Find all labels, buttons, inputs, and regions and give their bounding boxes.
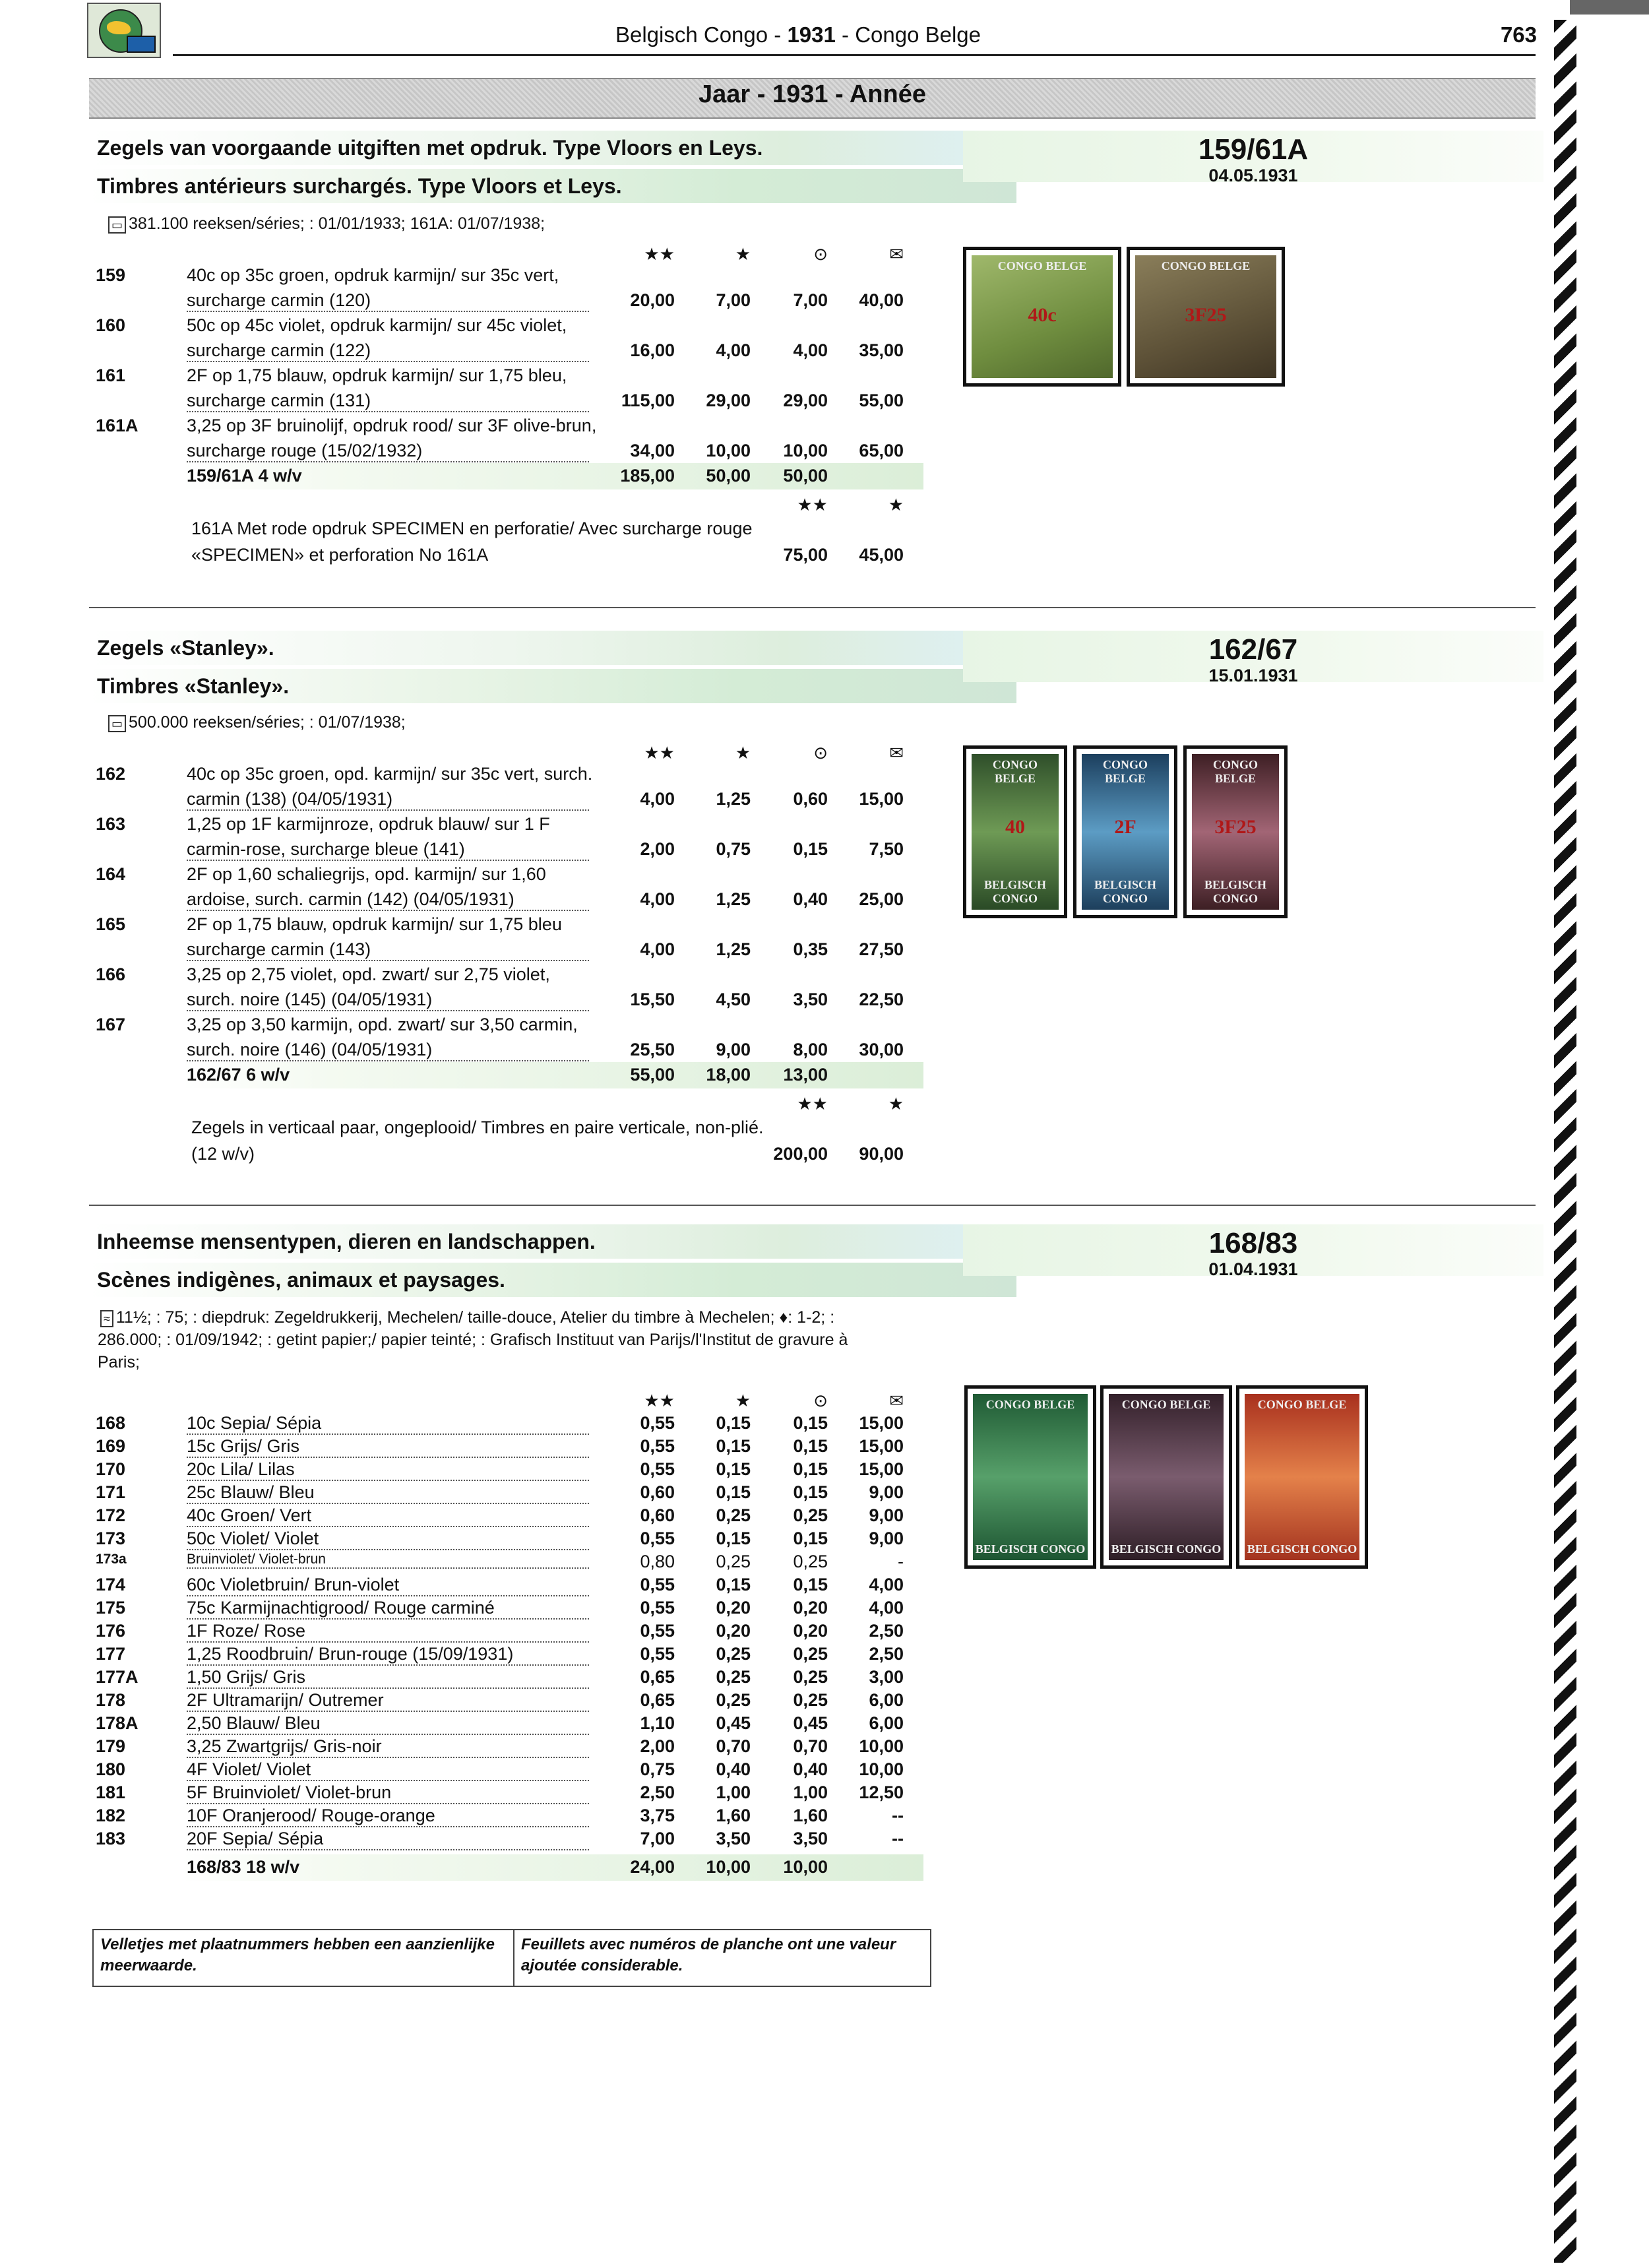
- item-description: 10c Sepia/ Sépia: [187, 1413, 589, 1435]
- price-value: 0,20: [716, 1621, 751, 1641]
- price-value: 0,15: [793, 1459, 828, 1479]
- price-value: 0,60: [793, 789, 828, 809]
- price-value: 1,25: [716, 889, 751, 909]
- item-description-line2: surch. noire (146) (04/05/1931): [187, 1040, 589, 1061]
- price-value: 0,25: [716, 1505, 751, 1525]
- item-description: 3,25 op 2,75 violet, opd. zwart/ sur 2,75 violet,: [187, 964, 550, 984]
- catalog-number: 180: [96, 1759, 126, 1779]
- total-value: 50,00: [706, 466, 751, 486]
- item-description: 40c op 35c groen, opd. karmijn/ sur 35c vert, surch.: [187, 764, 593, 784]
- stamp-design: [972, 754, 1059, 910]
- total-value: 50,00: [783, 466, 828, 486]
- item-description-line2: surcharge carmin (122): [187, 340, 589, 362]
- section-2-info-text: 500.000 reeksen/séries; : 01/07/1938;: [129, 713, 406, 732]
- section-2-info: [106, 711, 943, 734]
- section-divider: [89, 607, 1536, 608]
- note-column-header: ★: [888, 495, 904, 515]
- total-value: 24,00: [630, 1857, 675, 1877]
- price-value: 1,25: [716, 939, 751, 959]
- price-value: 2,50: [869, 1621, 904, 1641]
- price-value: 0,15: [793, 1413, 828, 1433]
- section-2-date: 15.01.1931: [1208, 666, 1298, 685]
- price-value: 10,00: [783, 441, 828, 460]
- stamp-overprint: 3F25: [1185, 304, 1227, 327]
- price-value: 29,00: [783, 391, 828, 410]
- section-3-date: 01.04.1931: [1208, 1259, 1298, 1279]
- price-value: 25,50: [630, 1040, 675, 1059]
- section-3-code-box: [963, 1224, 1543, 1279]
- item-description: Bruinviolet/ Violet-brun: [187, 1552, 589, 1569]
- item-description: 4F Violet/ Violet: [187, 1759, 589, 1781]
- price-value: 4,00: [640, 889, 675, 909]
- price-value: 0,25: [716, 1667, 751, 1687]
- column-header: ✉: [889, 743, 904, 763]
- item-description: 1,25 Roodbruin/ Brun-rouge (15/09/1931): [187, 1644, 589, 1666]
- page-number: 763: [1500, 22, 1537, 47]
- price-value: 0,40: [793, 1759, 828, 1779]
- item-description: 2F op 1,60 schaliegrijs, opd. karmijn/ sur 1,60: [187, 864, 546, 884]
- price-value: 16,00: [630, 340, 675, 360]
- stamp-top-label: CONGO BELGE: [992, 758, 1038, 785]
- price-value: 0,55: [640, 1598, 675, 1618]
- catalog-number: 159: [96, 265, 126, 285]
- stamp-bottom-label: BELGISCH CONGO: [1111, 1542, 1222, 1556]
- price-value: 3,00: [869, 1667, 904, 1687]
- price-value: 4,00: [793, 340, 828, 360]
- page-header-title: [396, 22, 1200, 47]
- price-value: 3,50: [793, 1829, 828, 1848]
- price-value: 7,00: [640, 1829, 675, 1848]
- price-value: 0,25: [793, 1644, 828, 1664]
- total-label: 168/83 18 w/v: [187, 1857, 300, 1877]
- header-country-fr: - Congo Belge: [835, 22, 981, 47]
- item-description: 15c Grijs/ Gris: [187, 1436, 589, 1458]
- price-value: 0,15: [793, 1482, 828, 1502]
- catalog-number: 175: [96, 1598, 126, 1618]
- item-description-line2: surcharge carmin (120): [187, 290, 589, 312]
- price-value: 0,65: [640, 1690, 675, 1710]
- total-label: 162/67 6 w/v: [187, 1065, 290, 1085]
- catalog-number: 172: [96, 1505, 126, 1525]
- price-value: 0,55: [640, 1413, 675, 1433]
- catalog-number: 166: [96, 964, 126, 984]
- catalog-number: 173: [96, 1528, 126, 1548]
- section-3-code: 168/83: [1208, 1227, 1298, 1259]
- price-value: 65,00: [859, 441, 904, 460]
- catalog-number: 181: [96, 1782, 126, 1802]
- price-value: 4,00: [869, 1575, 904, 1594]
- catalog-number: 178: [96, 1690, 126, 1710]
- stamp-overprint: 2F: [1114, 816, 1136, 838]
- price-value: 29,00: [706, 391, 751, 410]
- item-description: 60c Violetbruin/ Brun-violet: [187, 1575, 589, 1596]
- column-header: ★: [735, 244, 751, 264]
- catalog-number: 164: [96, 864, 126, 884]
- stamp-image: [1127, 247, 1285, 387]
- section-1-code: 159/61A: [1198, 133, 1309, 166]
- catalog-number: 168: [96, 1413, 126, 1433]
- section-1-info-text: 381.100 reeksen/séries; : 01/01/1933; 161A: 01/07/1938;: [129, 214, 545, 233]
- price-value: 0,80: [640, 1552, 675, 1571]
- price-value: 15,00: [859, 1436, 904, 1456]
- item-description: 2F op 1,75 blauw, opdruk karmijn/ sur 1,75 bleu,: [187, 365, 567, 385]
- stamp-bottom-label: BELGISCH CONGO: [983, 878, 1047, 905]
- page-edge-stripes: [1554, 20, 1576, 2263]
- price-value: 0,60: [640, 1482, 675, 1502]
- total-label: 159/61A 4 w/v: [187, 466, 302, 486]
- total-value: 10,00: [706, 1857, 751, 1877]
- item-description-line2: carmin (138) (04/05/1931): [187, 789, 589, 811]
- price-value: 2,50: [869, 1644, 904, 1664]
- price-value: 0,15: [793, 1436, 828, 1456]
- item-description: 2F op 1,75 blauw, opdruk karmijn/ sur 1,75 bleu: [187, 914, 562, 934]
- section-2-stamps: [963, 745, 1306, 925]
- price-value: 0,20: [793, 1598, 828, 1618]
- note-value: 90,00: [859, 1144, 904, 1164]
- price-value: 7,00: [793, 290, 828, 310]
- total-value: 13,00: [783, 1065, 828, 1085]
- column-header: ★★: [644, 743, 675, 763]
- price-value: 0,55: [640, 1459, 675, 1479]
- item-description: 3,25 op 3,50 karmijn, opd. zwart/ sur 3,50 carmin,: [187, 1015, 578, 1034]
- price-value: 3,50: [716, 1829, 751, 1848]
- price-value: 10,00: [859, 1759, 904, 1779]
- item-description: 3,25 Zwartgrijs/ Gris-noir: [187, 1736, 589, 1758]
- stamp-image: [963, 745, 1067, 918]
- stamp-bottom-label: BELGISCH CONGO: [1247, 1542, 1357, 1556]
- stamp-overprint: 40c: [1028, 304, 1057, 327]
- stamp-design: [1082, 754, 1169, 910]
- catalog-number: 173a: [96, 1552, 127, 1567]
- note-column-header: ★★: [797, 495, 828, 515]
- price-value: 1,60: [716, 1806, 751, 1825]
- price-value: 0,55: [640, 1436, 675, 1456]
- catalog-number: 169: [96, 1436, 126, 1456]
- price-value: 2,50: [640, 1782, 675, 1802]
- price-value: --: [892, 1806, 904, 1825]
- item-description-line2: surcharge carmin (131): [187, 391, 589, 412]
- price-value: 27,50: [859, 939, 904, 959]
- column-header: ⊙: [813, 1391, 828, 1410]
- item-description: 50c Violet/ Violet: [187, 1528, 589, 1550]
- price-value: 30,00: [859, 1040, 904, 1059]
- price-value: 15,00: [859, 1413, 904, 1433]
- stamp-design: [1245, 1394, 1359, 1560]
- price-value: 9,00: [869, 1528, 904, 1548]
- price-value: 3,50: [793, 990, 828, 1009]
- price-value: 4,00: [869, 1598, 904, 1618]
- price-value: 0,35: [793, 939, 828, 959]
- item-description: 40c op 35c groen, opdruk karmijn/ sur 35c vert,: [187, 265, 559, 285]
- price-value: 0,15: [716, 1482, 751, 1502]
- price-value: 0,15: [716, 1575, 751, 1594]
- note-column-header: ★★: [797, 1094, 828, 1114]
- section-1-title-nl: Zegels van voorgaande uitgiften met opdruk. Type Vloors en Leys.: [89, 131, 1016, 165]
- total-value: 18,00: [706, 1065, 751, 1085]
- stamp-design: [973, 1394, 1088, 1560]
- stamp-overprint: 40: [1005, 816, 1025, 838]
- item-description: 10F Oranjerood/ Rouge-orange: [187, 1806, 589, 1827]
- stamp-design: [1192, 754, 1279, 910]
- price-value: 0,45: [793, 1713, 828, 1733]
- stamp-top-label: CONGO BELGE: [997, 259, 1087, 272]
- column-header: ⊙: [813, 244, 828, 264]
- price-value: --: [892, 1829, 904, 1848]
- price-value: 1,25: [716, 789, 751, 809]
- price-value: 0,70: [793, 1736, 828, 1756]
- stamp-bottom-label: BELGISCH CONGO: [1094, 878, 1157, 905]
- item-description-line2: ardoise, surch. carmin (142) (04/05/1931): [187, 889, 589, 911]
- price-value: 7,50: [869, 839, 904, 859]
- item-description: 2F Ultramarijn/ Outremer: [187, 1690, 589, 1712]
- price-value: 0,40: [793, 889, 828, 909]
- price-value: 3,75: [640, 1806, 675, 1825]
- price-value: 10,00: [706, 441, 751, 460]
- note-value: 75,00: [783, 545, 828, 565]
- price-value: 0,20: [716, 1598, 751, 1618]
- year-title: Jaar - 1931 - Année: [699, 80, 926, 108]
- item-description-line2: surcharge rouge (15/02/1932): [187, 441, 589, 462]
- item-description: 1,50 Grijs/ Gris: [187, 1667, 589, 1689]
- item-description: 20F Sepia/ Sépia: [187, 1829, 589, 1850]
- stamp-image: [1236, 1385, 1368, 1569]
- stamp-image: [1073, 745, 1177, 918]
- column-header: ★★: [644, 1391, 675, 1410]
- price-value: 40,00: [859, 290, 904, 310]
- price-value: 1,00: [793, 1782, 828, 1802]
- note-line-1: 161A Met rode opdruk SPECIMEN en perforatie/ Avec surcharge rouge: [191, 519, 753, 538]
- catalog-number: 179: [96, 1736, 126, 1756]
- catalog-number: 170: [96, 1459, 126, 1479]
- catalog-number: 162: [96, 764, 126, 784]
- section-3-stamps: [964, 1385, 1386, 1570]
- price-value: 0,55: [640, 1644, 675, 1664]
- stamp-top-label: CONGO BELGE: [1121, 1398, 1211, 1411]
- section-2-title-fr: Timbres «Stanley».: [89, 669, 1016, 703]
- column-header: ✉: [889, 1391, 904, 1410]
- price-value: 0,25: [716, 1690, 751, 1710]
- price-value: 1,00: [716, 1782, 751, 1802]
- price-value: 0,55: [640, 1621, 675, 1641]
- stamp-design: [1135, 255, 1276, 378]
- stamp-image: [1100, 1385, 1232, 1569]
- price-value: 55,00: [859, 391, 904, 410]
- price-value: 115,00: [621, 391, 675, 410]
- section-1-info: [106, 212, 943, 235]
- catalog-number: 182: [96, 1806, 126, 1825]
- catalog-number: 165: [96, 914, 126, 934]
- note-line-2: (12 w/v): [191, 1144, 255, 1164]
- stamp-bottom-label: BELGISCH CONGO: [975, 1542, 1086, 1556]
- price-value: 25,00: [859, 889, 904, 909]
- price-value: 0,15: [716, 1459, 751, 1479]
- section-2-title-nl: Zegels «Stanley».: [89, 631, 1016, 665]
- stamp-top-label: CONGO BELGE: [1102, 758, 1148, 785]
- column-header: ★: [735, 1391, 751, 1410]
- header-country-nl: Belgisch Congo -: [615, 22, 788, 47]
- note-line-1: Zegels in verticaal paar, ongeplooid/ Timbres en paire verticale, non-plié.: [191, 1118, 764, 1137]
- item-description: 20c Lila/ Lilas: [187, 1459, 589, 1481]
- item-description: 2,50 Blauw/ Bleu: [187, 1713, 589, 1735]
- note-column-header: ★: [888, 1094, 904, 1114]
- item-description: 75c Karmijnachtigrood/ Rouge carminé: [187, 1598, 589, 1620]
- price-value: 9,00: [869, 1505, 904, 1525]
- stamp-image: [1183, 745, 1288, 918]
- price-value: 0,15: [793, 1575, 828, 1594]
- item-description: 50c op 45c violet, opdruk karmijn/ sur 45c violet,: [187, 315, 567, 335]
- price-value: 0,25: [716, 1644, 751, 1664]
- catalog-number: 171: [96, 1482, 126, 1502]
- total-value: 55,00: [630, 1065, 675, 1085]
- stamp-top-label: CONGO BELGE: [1212, 758, 1258, 785]
- sheet-icon: ▭: [108, 715, 126, 732]
- item-description: 40c Groen/ Vert: [187, 1505, 589, 1527]
- price-value: 0,25: [793, 1690, 828, 1710]
- price-value: 0,40: [716, 1759, 751, 1779]
- total-value: 10,00: [783, 1857, 828, 1877]
- footnote-nl: Velletjes met plaatnummers hebben een aanzienlijke meerwaarde.: [92, 1929, 514, 1987]
- catalog-number: 167: [96, 1015, 126, 1034]
- section-1-stamps: [963, 247, 1293, 389]
- price-value: 0,25: [716, 1552, 751, 1571]
- price-value: 2,00: [640, 1736, 675, 1756]
- item-description: 5F Bruinviolet/ Violet-brun: [187, 1782, 589, 1804]
- price-value: 0,70: [716, 1736, 751, 1756]
- price-value: 8,00: [793, 1040, 828, 1059]
- price-value: 0,15: [793, 1528, 828, 1548]
- catalog-number: 183: [96, 1829, 126, 1848]
- price-value: 0,15: [716, 1528, 751, 1548]
- column-header: ★★: [644, 244, 675, 264]
- price-value: 20,00: [630, 290, 675, 310]
- price-value: 35,00: [859, 340, 904, 360]
- price-value: 1,60: [793, 1806, 828, 1825]
- item-description: 3,25 op 3F bruinolijf, opdruk rood/ sur 3F olive-brun,: [187, 416, 597, 435]
- total-value: 185,00: [620, 466, 675, 486]
- price-value: 10,00: [859, 1736, 904, 1756]
- column-header: ⊙: [813, 743, 828, 763]
- header-rule: [173, 54, 1536, 56]
- item-description-line2: surcharge carmin (143): [187, 939, 589, 961]
- stamp-design: [972, 255, 1113, 378]
- section-1-date: 04.05.1931: [1208, 166, 1298, 185]
- section-1-code-box: [963, 131, 1543, 185]
- price-value: 7,00: [716, 290, 751, 310]
- price-value: 0,25: [793, 1505, 828, 1525]
- catalog-number: 163: [96, 814, 126, 834]
- catalog-number: 174: [96, 1575, 126, 1594]
- price-value: 4,00: [640, 939, 675, 959]
- stamp-image: [963, 247, 1121, 387]
- catalog-number: 176: [96, 1621, 126, 1641]
- price-value: 0,60: [640, 1505, 675, 1525]
- price-value: 0,15: [716, 1436, 751, 1456]
- price-value: 0,15: [716, 1413, 751, 1433]
- price-value: 0,20: [793, 1621, 828, 1641]
- stamp-image: [964, 1385, 1096, 1569]
- catalog-number: 178A: [96, 1713, 139, 1733]
- footnote-fr: Feuillets avec numéros de planche ont une valeur ajoutée considerable.: [513, 1929, 931, 1987]
- price-value: 15,50: [630, 990, 675, 1009]
- price-value: 0,55: [640, 1575, 675, 1594]
- price-value: 0,75: [716, 839, 751, 859]
- price-value: 15,00: [859, 1459, 904, 1479]
- price-value: 0,15: [793, 839, 828, 859]
- price-value: 15,00: [859, 789, 904, 809]
- note-value: 200,00: [773, 1144, 828, 1164]
- stamp-top-label: CONGO BELGE: [1161, 259, 1251, 272]
- section-1-title-fr: Timbres antérieurs surchargés. Type Vloors et Leys.: [89, 169, 1016, 203]
- catalog-number: 177: [96, 1644, 126, 1664]
- perforation-icon: ≈: [100, 1310, 113, 1327]
- price-value: 9,00: [716, 1040, 751, 1059]
- price-value: 34,00: [630, 441, 675, 460]
- price-value: 6,00: [869, 1713, 904, 1733]
- page-edge-shadow: [1570, 0, 1649, 15]
- price-value: 0,55: [640, 1528, 675, 1548]
- stamp-design: [1109, 1394, 1224, 1560]
- price-value: -: [898, 1552, 904, 1571]
- price-value: 6,00: [869, 1690, 904, 1710]
- price-value: 1,10: [640, 1713, 675, 1733]
- publisher-logo: [87, 3, 161, 58]
- sheet-icon: ▭: [108, 216, 126, 234]
- price-value: 0,25: [793, 1552, 828, 1571]
- price-value: 12,50: [859, 1782, 904, 1802]
- section-3-info: [98, 1306, 889, 1373]
- item-description: 25c Blauw/ Bleu: [187, 1482, 589, 1504]
- section-2-code: 162/67: [1208, 633, 1298, 666]
- catalog-number: 161: [96, 365, 126, 385]
- price-value: 0,75: [640, 1759, 675, 1779]
- section-2-code-box: [963, 631, 1543, 685]
- catalog-number: 160: [96, 315, 126, 335]
- catalog-number: 161A: [96, 416, 139, 435]
- price-value: 0,45: [716, 1713, 751, 1733]
- section-3-info-text: 11½; : 75; : diepdruk: Zegeldrukkerij, Mechelen/ taille-douce, Atelier du timbre à Mechelen; ♦: 1-2; : 286.000; : 01/09/1942; : getint papier;/ papier teinté; : Grafisch Instituut van Parijs/l'Institut de gravure à Paris;: [98, 1308, 848, 1371]
- price-value: 0,25: [793, 1667, 828, 1687]
- header-year: 1931: [787, 22, 836, 47]
- note-value: 45,00: [859, 545, 904, 565]
- catalog-number: 177A: [96, 1667, 139, 1687]
- stamp-top-label: CONGO BELGE: [985, 1398, 1075, 1411]
- stamp-overprint: 3F25: [1214, 816, 1257, 838]
- price-value: 4,00: [640, 789, 675, 809]
- price-value: 4,50: [716, 990, 751, 1009]
- price-value: 2,00: [640, 839, 675, 859]
- price-value: 0,65: [640, 1667, 675, 1687]
- column-header: ✉: [889, 244, 904, 264]
- column-header: ★: [735, 743, 751, 763]
- note-line-2: «SPECIMEN» et perforation No 161A: [191, 545, 489, 565]
- stamp-top-label: CONGO BELGE: [1257, 1398, 1347, 1411]
- section-3-title-nl: Inheemse mensentypen, dieren en landschappen.: [89, 1224, 1016, 1259]
- section-3-title-fr: Scènes indigènes, animaux et paysages.: [89, 1263, 1016, 1297]
- item-description: 1,25 op 1F karmijnroze, opdruk blauw/ sur 1 F: [187, 814, 550, 834]
- section-divider: [89, 1205, 1536, 1206]
- price-value: 4,00: [716, 340, 751, 360]
- item-description-line2: surch. noire (145) (04/05/1931): [187, 990, 589, 1011]
- price-value: 22,50: [859, 990, 904, 1009]
- price-value: 9,00: [869, 1482, 904, 1502]
- stamp-bottom-label: BELGISCH CONGO: [1204, 878, 1267, 905]
- item-description-line2: carmin-rose, surcharge bleue (141): [187, 839, 589, 861]
- item-description: 1F Roze/ Rose: [187, 1621, 589, 1643]
